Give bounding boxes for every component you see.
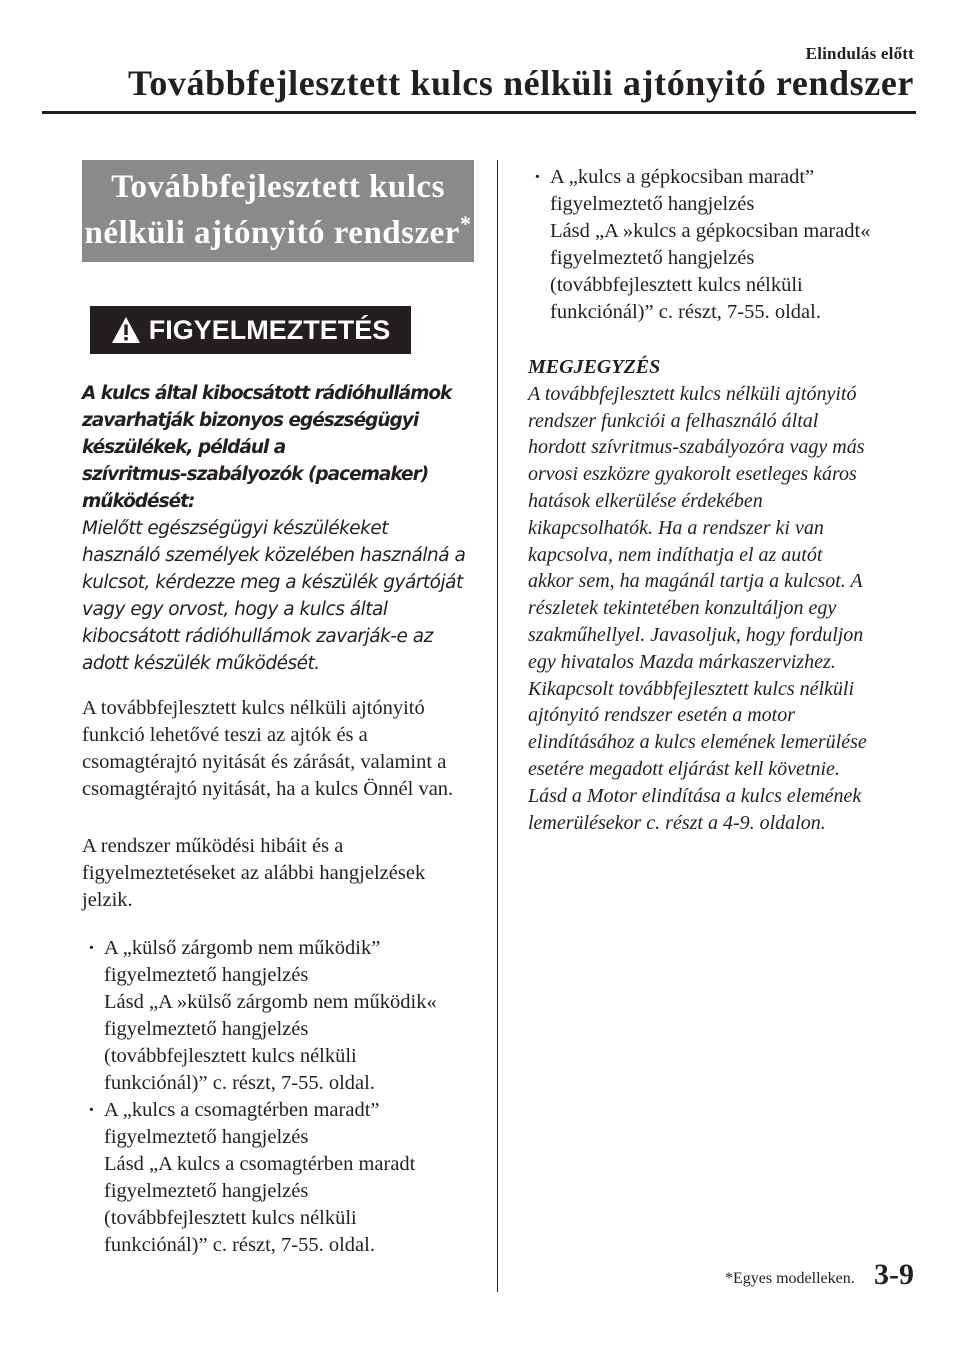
- warning-text-line: Mielőtt egészségügyi készülékeket: [82, 518, 389, 539]
- warning-bold-line: zavarhatják bizonyos egészségügyi: [82, 410, 419, 431]
- column-divider: [497, 160, 498, 1292]
- note-block: MEGJEGYZÉS A továbbfejlesztett kulcs nélküli ajtónyitó rendszer funkciói a felhasználó által hordott szívritmus-szabályozóra vagy más orvosi eszközre gyakorolt esetleges káros hatások elkerülése érdekében kikapcsolhatók. Ha a rendszer ki van kapcsolva, nem indíthatja el az autót akkor sem, ha magánál tartja a kulcsot. A részletek tekintetében konzultáljon egy szakműhellyel. Javasoljuk, hogy forduljon egy hivatalos Mazda márkaszervizhez. Kikapcsolt továbbfejlesztett kulcs nélküli ajtónyitó rendszer esetén a motor elindításához a kulcs elemének lemerülése esetére megadott eljárást kell követnie. Lásd a Motor elindítása a kulcs elemének lemerülésekor c. részt a 4-9. oldalon.: [528, 354, 920, 836]
- warning-text-line: vagy egy orvost, hogy a kulcs által: [82, 599, 388, 620]
- warning-text-line: kibocsátott rádióhullámok zavarják-e az: [82, 626, 433, 647]
- intro-paragraph: A továbbfejlesztett kulcs nélküli ajtónyitó funkció lehetővé teszi az ajtók és a csomagtérajtó nyitását és zárását, valamint a csomagtérajtó nyitását, ha a kulcs Önnél van.: [82, 697, 454, 800]
- page-number: 3-9: [874, 1258, 914, 1291]
- warning-text-line: használó személyek közelében használná a: [82, 545, 466, 566]
- warning-bold-line: készülékek, például a: [82, 437, 286, 458]
- section-title-box: [82, 160, 474, 262]
- warning-banner: [90, 306, 411, 354]
- bullet-list: [82, 935, 474, 1259]
- signals-paragraph: A rendszer működési hibáit és a figyelmeztetéseket az alábbi hangjelzések jelzik.: [82, 835, 426, 911]
- warning-label: FIGYELMEZTETÉS: [148, 314, 391, 345]
- warning-text-line: kulcsot, kérdezze meg a készülék gyártóját: [82, 572, 463, 593]
- bullet-list: [528, 164, 920, 326]
- warning-text-line: adott készülék működését.: [82, 653, 320, 674]
- header-rule: [42, 111, 916, 114]
- footnote: *Egyes modelleken.: [725, 1270, 855, 1287]
- page-header-title: Továbbfejlesztett kulcs nélküli ajtónyitó rendszer: [128, 63, 914, 103]
- left-column: [82, 160, 474, 1259]
- section-title-line: nélküli ajtónyitó rendszer*: [84, 211, 472, 251]
- right-column: [528, 160, 920, 836]
- section-header: Elindulás előtt: [805, 44, 914, 63]
- warning-bold-line: működését:: [82, 491, 195, 512]
- list-item: · A „kulcs a gépkocsiban maradt” figyelmeztető hangjelzés Lásd „A »kulcs a gépkocsiban maradt« figyelmeztető hangjelzés (továbbfejlesztett kulcs nélküli funkciónál)” c. részt, 7-55. oldal.: [528, 164, 920, 326]
- warning-bold-line: szívritmus-szabályozók (pacemaker): [82, 464, 429, 485]
- list-item: · A „kulcs a csomagtérben maradt” figyelmeztető hangjelzés Lásd „A kulcs a csomagtérben maradt figyelmeztető hangjelzés (továbbfejlesztett kulcs nélküli funkciónál)” c. részt, 7-55. oldal.: [82, 1097, 474, 1259]
- note-heading: MEGJEGYZÉS: [528, 356, 661, 378]
- warning-triangle-icon: [111, 316, 141, 344]
- list-item: · A „külső zárgomb nem működik” figyelmeztető hangjelzés Lásd „A »külső zárgomb nem működik« figyelmeztető hangjelzés (továbbfejlesztett kulcs nélküli funkciónál)” c. részt, 7-55. oldal.: [82, 935, 474, 1097]
- warning-body: [82, 380, 474, 677]
- asterisk-mark: *: [459, 211, 472, 236]
- section-title-line: Továbbfejlesztett kulcs: [111, 169, 445, 205]
- warning-bold-line: A kulcs által kibocsátott rádióhullámok: [82, 383, 452, 404]
